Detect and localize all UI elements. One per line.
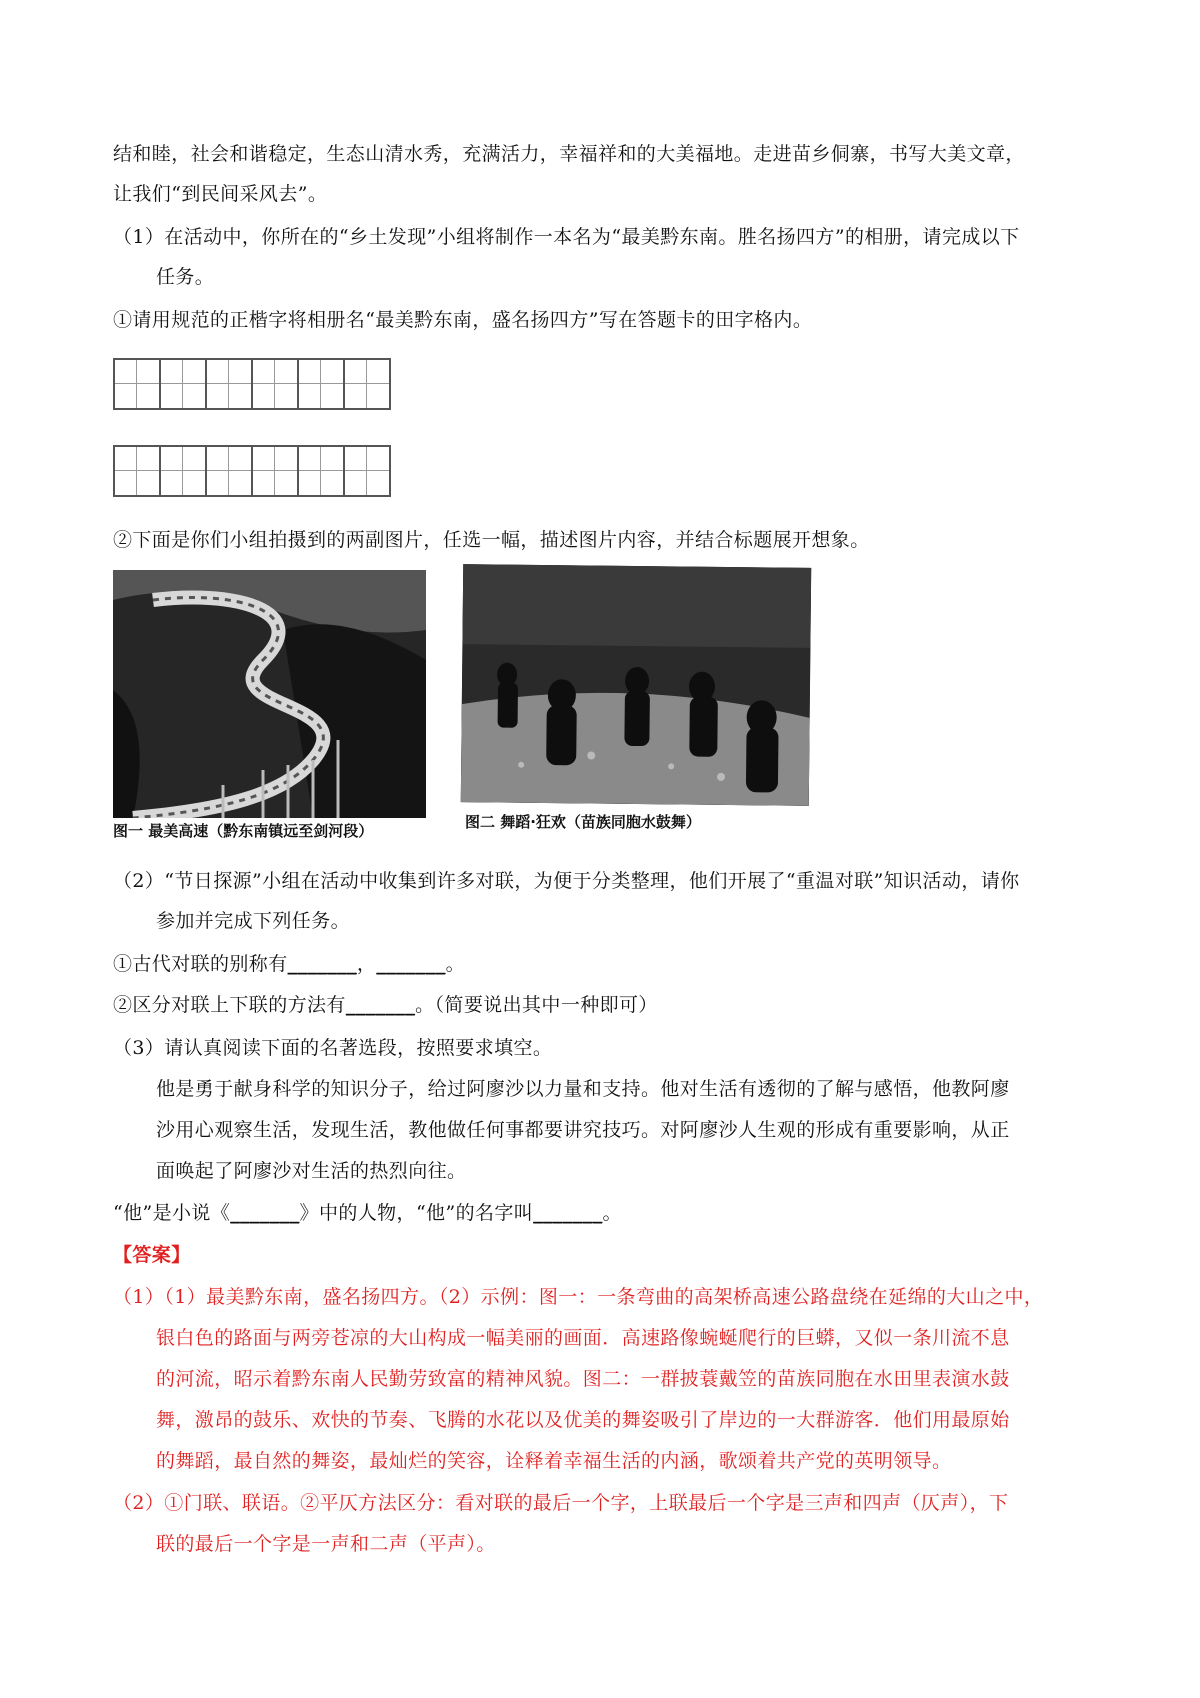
q3-question [113,1200,622,1226]
q3-question-part-c: 。 [602,1202,622,1224]
dance-photo-image [461,564,811,806]
answer-blank[interactable]: _______ [376,953,446,975]
q3-passage-line-3: 面唤起了阿廖沙对生活的热烈向往。 [156,1160,467,1182]
answer-2-line-2: 联的最后一个字是一声和二声（平声）。 [156,1533,496,1555]
q1-task-1: ①请用规范的正楷字将相册名“最美黔东南，盛名扬四方”写在答题卡的田字格内。 [113,309,813,331]
answer-1-line-2: 银白色的路面与两旁苍凉的大山构成一幅美丽的画面．高速路像蜿蜒爬行的巨蟒，又似一条川流不息 [156,1327,1010,1349]
q1-heading-line-2: 任务。 [156,266,215,288]
q2-task-1 [113,951,465,977]
photo-dance [461,564,811,806]
q3-passage-line-1: 他是勇于献身科学的知识分子，给过阿廖沙以力量和支持。他对生活有透彻的了解与感悟，他教阿廖 [156,1078,1010,1100]
tianzige-cell [345,360,389,408]
q2-task-2-text: ②区分对联上下联的方法有 [113,994,346,1016]
q3-heading: （3）请认真阅读下面的名著选段，按照要求填空。 [113,1037,553,1059]
q1-task-2: ②下面是你们小组拍摄到的两副图片，任选一幅，描述图片内容，并结合标题展开想象。 [113,529,870,551]
answer-label: 【答案】 [113,1244,191,1266]
tianzige-cell [253,447,299,495]
answer-blank[interactable]: _______ [533,1202,603,1224]
answer-1-line-5: 的舞蹈，最自然的舞姿，最灿烂的笑容，诠释着幸福生活的内涵，歌颂着共产党的英明领导。 [156,1450,952,1472]
photo-highway [113,570,426,818]
tianzige-cell [207,447,253,495]
tianzige-grid-row-2 [113,445,391,497]
tianzige-cell [161,447,207,495]
answer-blank[interactable]: _______ [230,1202,300,1224]
q3-question-part-a: “他”是小说《 [113,1202,231,1224]
answer-1-line-3: 的河流，昭示着黔东南人民勤劳致富的精神风貌。图二：一群披蓑戴笠的苗族同胞在水田里表演水鼓 [156,1368,1010,1390]
intro-line-1: 结和睦，社会和谐稳定，生态山清水秀，充满活力，幸福祥和的大美福地。走进苗乡侗寨，书写大美文章， [113,143,1025,165]
tianzige-cell [161,360,207,408]
answer-1-line-4: 舞，激昂的鼓乐、欢快的节奏、飞腾的水花以及优美的舞姿吸引了岸边的一大群游客．他们用最原始 [156,1409,1010,1431]
q2-task-2 [113,992,658,1018]
tianzige-grid-row-1 [113,358,391,410]
tianzige-cell [115,447,161,495]
tianzige-cell [253,360,299,408]
highway-photo-image [113,570,426,818]
tianzige-cell [207,360,253,408]
q2-task-1-text: ①古代对联的别称有 [113,953,288,975]
tianzige-cell [299,360,345,408]
q2-task-1-end: 。 [445,953,466,975]
q2-task-2-end: 。（简要说出其中一种即可） [415,994,658,1016]
q2-heading-line-2: 参加并完成下列任务。 [156,910,351,932]
q3-passage-line-2: 沙用心观察生活，发现生活，教他做任何事都要讲究技巧。对阿廖沙人生观的形成有重要影响，从正 [156,1119,1010,1141]
tianzige-cell [299,447,345,495]
answer-blank[interactable]: _______ [287,953,357,975]
q2-heading-line-1: （2）“节日探源”小组在活动中收集到许多对联，为便于分类整理，他们开展了“重温对联”知识活动，请你 [113,870,1020,892]
answer-2-line-1: （2）①门联、联语。②平仄方法区分：看对联的最后一个字，上联最后一个字是三声和四声（仄声），下 [113,1492,1009,1514]
q1-heading-line-1: （1）在活动中，你所在的“乡土发现”小组将制作一本名为“最美黔东南。胜名扬四方”的相册，请完成以下 [113,226,1020,248]
intro-line-2: 让我们“到民间采风去”。 [113,183,328,205]
photo2-caption: 图二 舞蹈·狂欢（苗族同胞水鼓舞） [465,813,701,831]
q3-question-part-b: 》中的人物，“他”的名字叫 [299,1202,534,1224]
answer-1-line-1: （1）（1）最美黔东南，盛名扬四方。（2）示例：图一：一条弯曲的高架桥高速公路盘绕在延绵的大山之中， [113,1286,1044,1308]
photo1-caption: 图一 最美高速（黔东南镇远至剑河段） [113,822,374,840]
tianzige-cell [115,360,161,408]
answer-blank[interactable]: _______ [345,994,416,1016]
tianzige-cell [345,447,389,495]
q2-task-1-separator: ， [356,953,377,975]
